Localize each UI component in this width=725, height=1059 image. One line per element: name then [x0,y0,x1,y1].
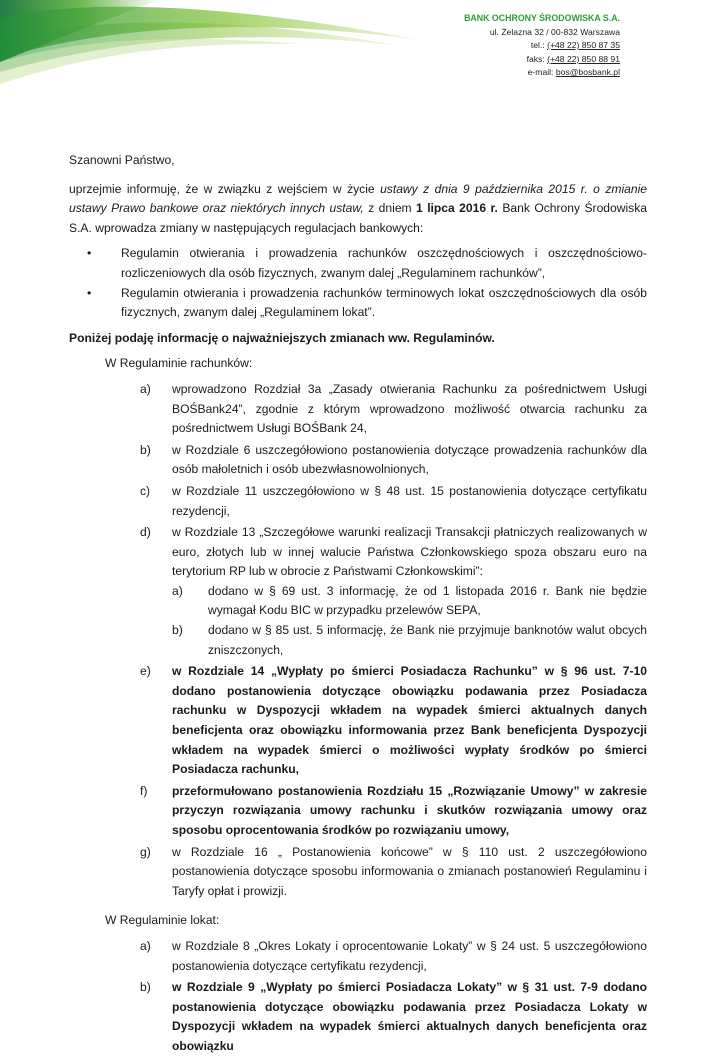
fax-link[interactable]: (+48 22) 850 88 91 [547,53,620,64]
list-item: • Regulamin otwierania i prowadzenia rachunków terminowych lokat oszczędnościowych dla osób fizycznych, zwanym dalej „Regulaminem lokat”. [87,285,647,320]
list-item: b) w Rozdziale 9 „Wypłaty po śmierci Posiadacza Lokaty” w § 31 ust. 7-9 dodano postanowienia dotyczące obowiązku podawania przez Posiadacza Lokaty w Dyspozycji wkładem na wypadek śmierci aktualnych danych beneficjenta oraz obowiązku [140,980,647,1053]
list-item: b) w Rozdziale 6 uszczegółowiono postanowienia dotyczące prowadzenia rachunków dla osób małoletnich i osób ubezwłasnowolnionych, [140,442,647,477]
sub-list-item: b) dodano w § 85 ust. 5 informację, że Bank nie przyjmuje banknotów walut obcych zniszczonych, [172,623,647,657]
accounts-changes-list [69,380,647,901]
list-item: • Regulamin otwierania i prowadzenia rachunków oszczędnościowych i oszczędnościowo-rozliczeniowych dla osób fizycznych, zwanym dalej „Regulaminem rachunków”, [87,246,647,280]
regulations-list [69,244,647,322]
bank-name: BANK OCHRONY ŚRODOWISKA S.A. [464,13,620,23]
bank-address: ul. Żelazna 32 / 00-832 Warszawa [489,26,620,37]
logo-swoosh [0,0,420,90]
letterhead-contact [464,12,620,80]
changes-heading: Poniżej podaję informację o najważniejszych zmianach ww. Regulaminów. [69,330,495,345]
intro-paragraph: uprzejmie informuję, że w związku z wejściem w życie ustawy z dnia 9 października 2015 r. o zmianie ustawy Prawo bankowe oraz niektórych innych ustaw, z dniem 1 lipca 2016 r. Bank Ochrony Środowiska S.A. wprowadza zmiany w następujących regulacjach bankowych: [69,181,647,235]
phone-link[interactable]: (+48 22) 850 87 35 [547,40,620,51]
deposits-changes-list [69,937,647,1057]
bank-fax: faks: (+48 22) 850 88 91 [526,53,620,64]
greeting: Szanowni Państwo, [69,153,175,167]
list-item: g) w Rozdziale 16 „ Postanowienia końcowe” w § 110 ust. 2 uszczegółowiono postanowienia dotyczące sposobu informowania o zmianach postanowień Regulaminu i Taryfy opłat i prowizji. [140,844,647,898]
sub-list-item: a) dodano w § 69 ust. 3 informację, że od 1 listopada 2016 r. Bank nie będzie wymagał Kodu BIC w przypadku przelewów SEPA, [172,583,647,618]
section-title-accounts: W Regulaminie rachunków: [105,356,253,371]
section-title-deposits: W Regulaminie lokat: [105,913,220,928]
bank-phone: tel.: (+48 22) 850 87 35 [530,40,620,51]
list-item: a) wprowadzono Rozdział 3a „Zasady otwierania Rachunku za pośrednictwem Usługi BOŚBank24”, zgodnie z którym wprowadzono możliwość otwarcia rachunku za pośrednictwem Usługi BOŚBank 24, [140,381,647,436]
list-item: a) w Rozdziale 8 „Okres Lokaty i oprocentowanie Lokaty” w § 24 ust. 5 uszczegółowiono postanowienia dotyczące certyfikatu rezydencji, [140,938,647,973]
list-item: f) przeformułowano postanowienia Rozdziału 15 „Rozwiązanie Umowy” w zakresie przyczyn rozwiązania umowy rachunku i skutków rozwiązania umowy oraz sposobu oprocentowania środków po rozwiązaniu umowy, [140,783,647,837]
bank-email: e-mail: bos@bosbank.pl [527,67,620,78]
email-link[interactable]: bos@bosbank.pl [555,67,620,78]
letter-body [69,151,647,1059]
list-item: d) w Rozdziale 13 „Szczegółowe warunki realizacji Transakcji płatniczych realizowanych w euro, złotych lub w innej walucie Państwa Członkowskiego spoza obszaru euro na terytorium RP lub w obrocie z Państwami Członkowskimi”: a) dodano w § 69 ust. 3 informację, że od 1 listopada 2016 r. Bank nie będzie wymagał Kodu BIC w przypadku przelewów SEPA, b) dodano w § 85 ust. 5 informację, że Bank nie przyjmuje banknotów walut obcych zniszczonych, [69,523,647,660]
list-item: e) w Rozdziale 14 „Wypłaty po śmierci Posiadacza Rachunku” w § 96 ust. 7-10 dodano postanowienia dotyczące obowiązku podawania przez Posiadacza rachunku w Dyspozycji wkładem na wypadek śmierci aktualnych danych beneficjenta oraz obowiązku informowania przez Bank beneficjenta Dyspozycji wkładem na wypadek śmierci o możliwości wypłaty środków po śmierci Posiadacza rachunku, [140,664,647,777]
list-item: c) w Rozdziale 11 uszczegółowiono w § 48 ust. 15 postanowienia dotyczące certyfikatu rezydencji, [140,483,647,518]
sub-list [172,582,647,660]
